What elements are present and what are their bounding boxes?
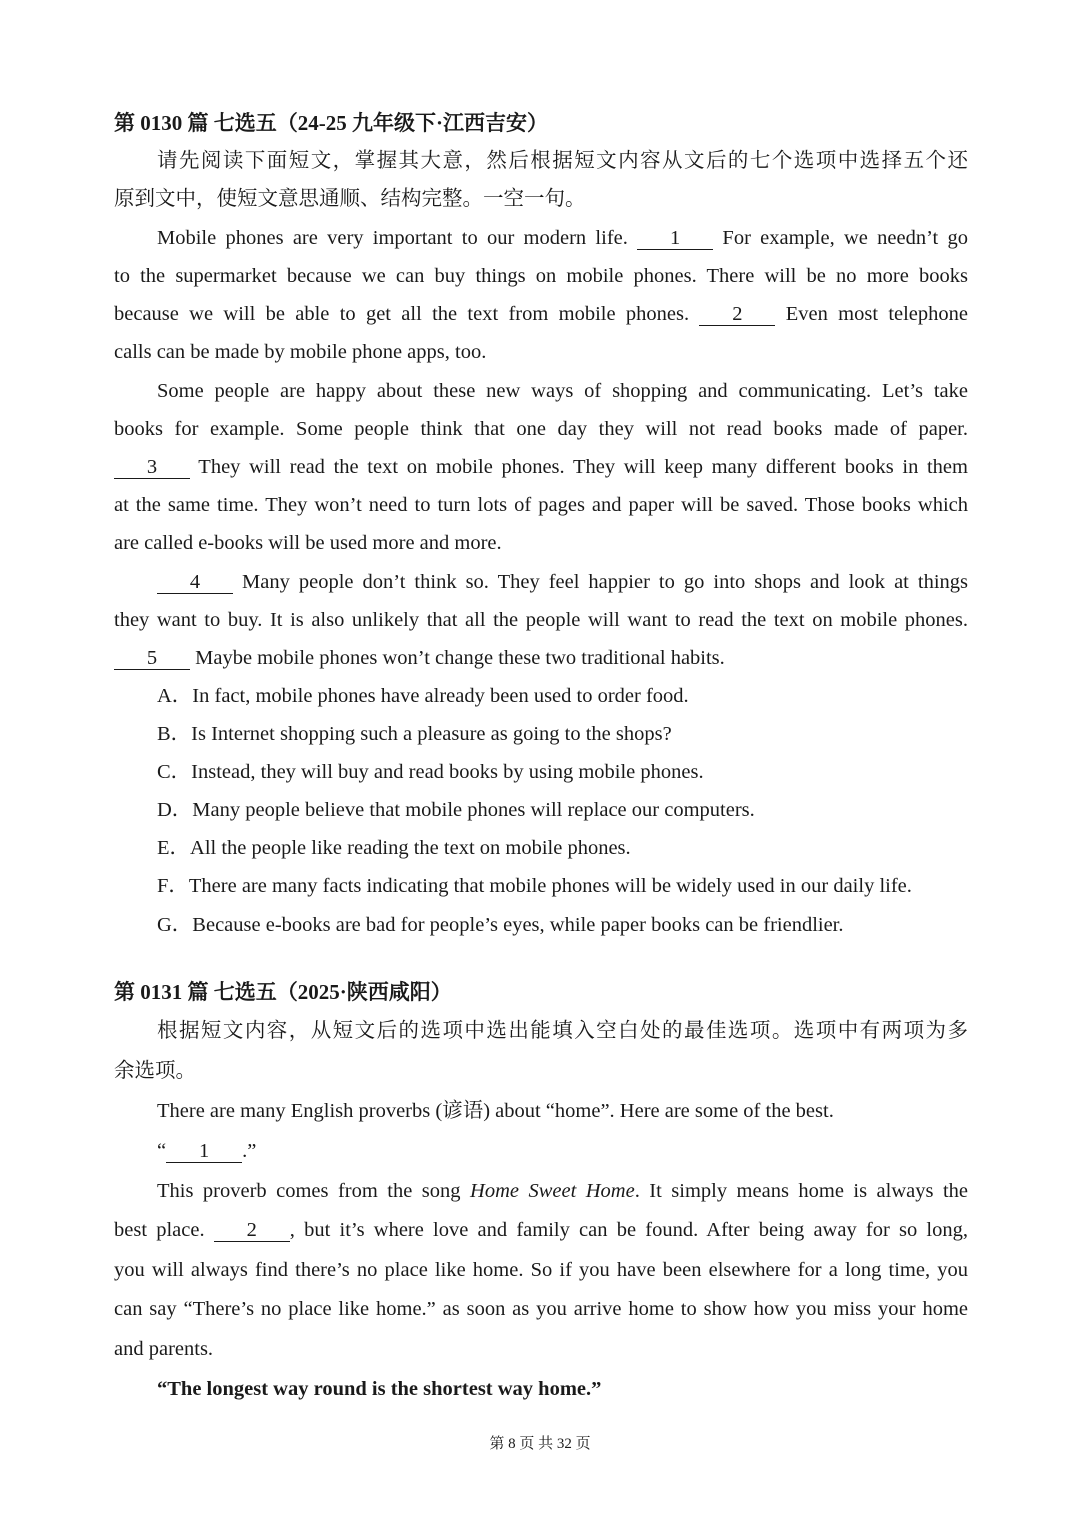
passage-text: because we will be able to get all the text from mobile phones.	[114, 303, 690, 325]
blank-2[interactable]: 2	[214, 1219, 290, 1242]
passage-line	[114, 300, 968, 328]
passage-text: . It simply means home is always the	[634, 1180, 968, 1202]
passage-text: , but it’s where love and family can be found. After being away for so long,	[289, 1219, 968, 1241]
instruction-line: 根据短文内容，从短文后的选项中选出能填入空白处的最佳选项。选项中有两项为多	[157, 1020, 968, 1042]
option-g: G．Because e-books are bad for people’s eyes, while paper books can be friendlier.	[157, 914, 844, 936]
instruction-line: 余选项。	[114, 1060, 196, 1082]
passage-line: can say “There’s no place like home.” as soon as you arrive home to show how you miss your home	[114, 1298, 968, 1320]
passage-text: Mobile phones are very important to our modern life.	[157, 227, 628, 249]
passage-line: books for example. Some people think that one day they will not read books made of paper.	[114, 418, 968, 440]
passage-text: They will read the text on mobile phones. They will keep many different books in them	[198, 456, 968, 478]
instruction-line: 原到文中，使短文意思通顺、结构完整。一空一句。	[114, 188, 586, 210]
passage-line: and parents.	[114, 1338, 214, 1360]
passage-line: at the same time. They won’t need to turn lots of pages and paper will be saved. Those books which	[114, 494, 968, 516]
page-number: 第 8 页 共 32 页	[489, 1436, 591, 1452]
passage-line: you will always find there’s no place like home. So if you have been elsewhere for a long time, you	[114, 1259, 968, 1281]
instruction-line: 请先阅读下面短文，掌握其大意，然后根据短文内容从文后的七个选项中选择五个还	[157, 150, 968, 172]
passage-line: There are many English proverbs (谚语) about “home”. Here are some of the best.	[157, 1100, 834, 1122]
quote-close: .”	[242, 1140, 257, 1162]
passage-line	[114, 644, 725, 672]
passage-line: to the supermarket because we can buy things on mobile phones. There will be no more books	[114, 265, 968, 287]
blank-4[interactable]: 4	[157, 571, 233, 594]
proverb-1-line	[157, 1137, 256, 1165]
option-e: E．All the people like reading the text on mobile phones.	[157, 837, 631, 859]
quote-open: “	[157, 1140, 167, 1162]
passage-line	[114, 1216, 968, 1244]
option-b: B．Is Internet shopping such a pleasure as going to the shops?	[157, 723, 672, 745]
option-d: D．Many people believe that mobile phones will replace our computers.	[157, 799, 755, 821]
passage-text: This proverb comes from the song	[157, 1180, 461, 1202]
passage-line: calls can be made by mobile phone apps, too.	[114, 341, 487, 363]
blank-2[interactable]: 2	[699, 303, 775, 326]
passage-line	[157, 568, 968, 596]
passage-line: they want to buy. It is also unlikely that all the people will want to read the text on mobile phones.	[114, 609, 968, 631]
passage-line	[114, 453, 968, 481]
option-a: A．In fact, mobile phones have already been used to order food.	[157, 685, 689, 707]
song-title: Home Sweet Home	[470, 1180, 635, 1202]
passage-line	[157, 1177, 968, 1205]
passage-text: Maybe mobile phones won’t change these two traditional habits.	[195, 647, 725, 669]
passage-text: best place.	[114, 1219, 205, 1241]
passage-text: For example, we needn’t go	[722, 227, 969, 249]
option-c: C．Instead, they will buy and read books by using mobile phones.	[157, 761, 704, 783]
proverb-2: “The longest way round is the shortest way home.”	[157, 1378, 602, 1400]
section-heading-0131: 第 0131 篇 七选五（2025·陕西咸阳）	[114, 980, 452, 1004]
blank-5[interactable]: 5	[114, 647, 190, 670]
passage-line: Some people are happy about these new ways of shopping and communicating. Let’s take	[157, 380, 968, 402]
passage-line: are called e-books will be used more and more.	[114, 532, 502, 554]
blank-1[interactable]: 1	[166, 1140, 242, 1163]
blank-3[interactable]: 3	[114, 456, 190, 479]
option-f: F．There are many facts indicating that mobile phones will be widely used in our daily life.	[157, 875, 912, 897]
blank-1[interactable]: 1	[637, 227, 713, 250]
section-heading-0130: 第 0130 篇 七选五（24-25 九年级下·江西吉安）	[114, 111, 548, 135]
passage-text: Many people don’t think so. They feel happier to go into shops and look at things	[242, 571, 968, 593]
passage-line	[157, 224, 968, 252]
passage-text: Even most telephone	[785, 303, 969, 325]
